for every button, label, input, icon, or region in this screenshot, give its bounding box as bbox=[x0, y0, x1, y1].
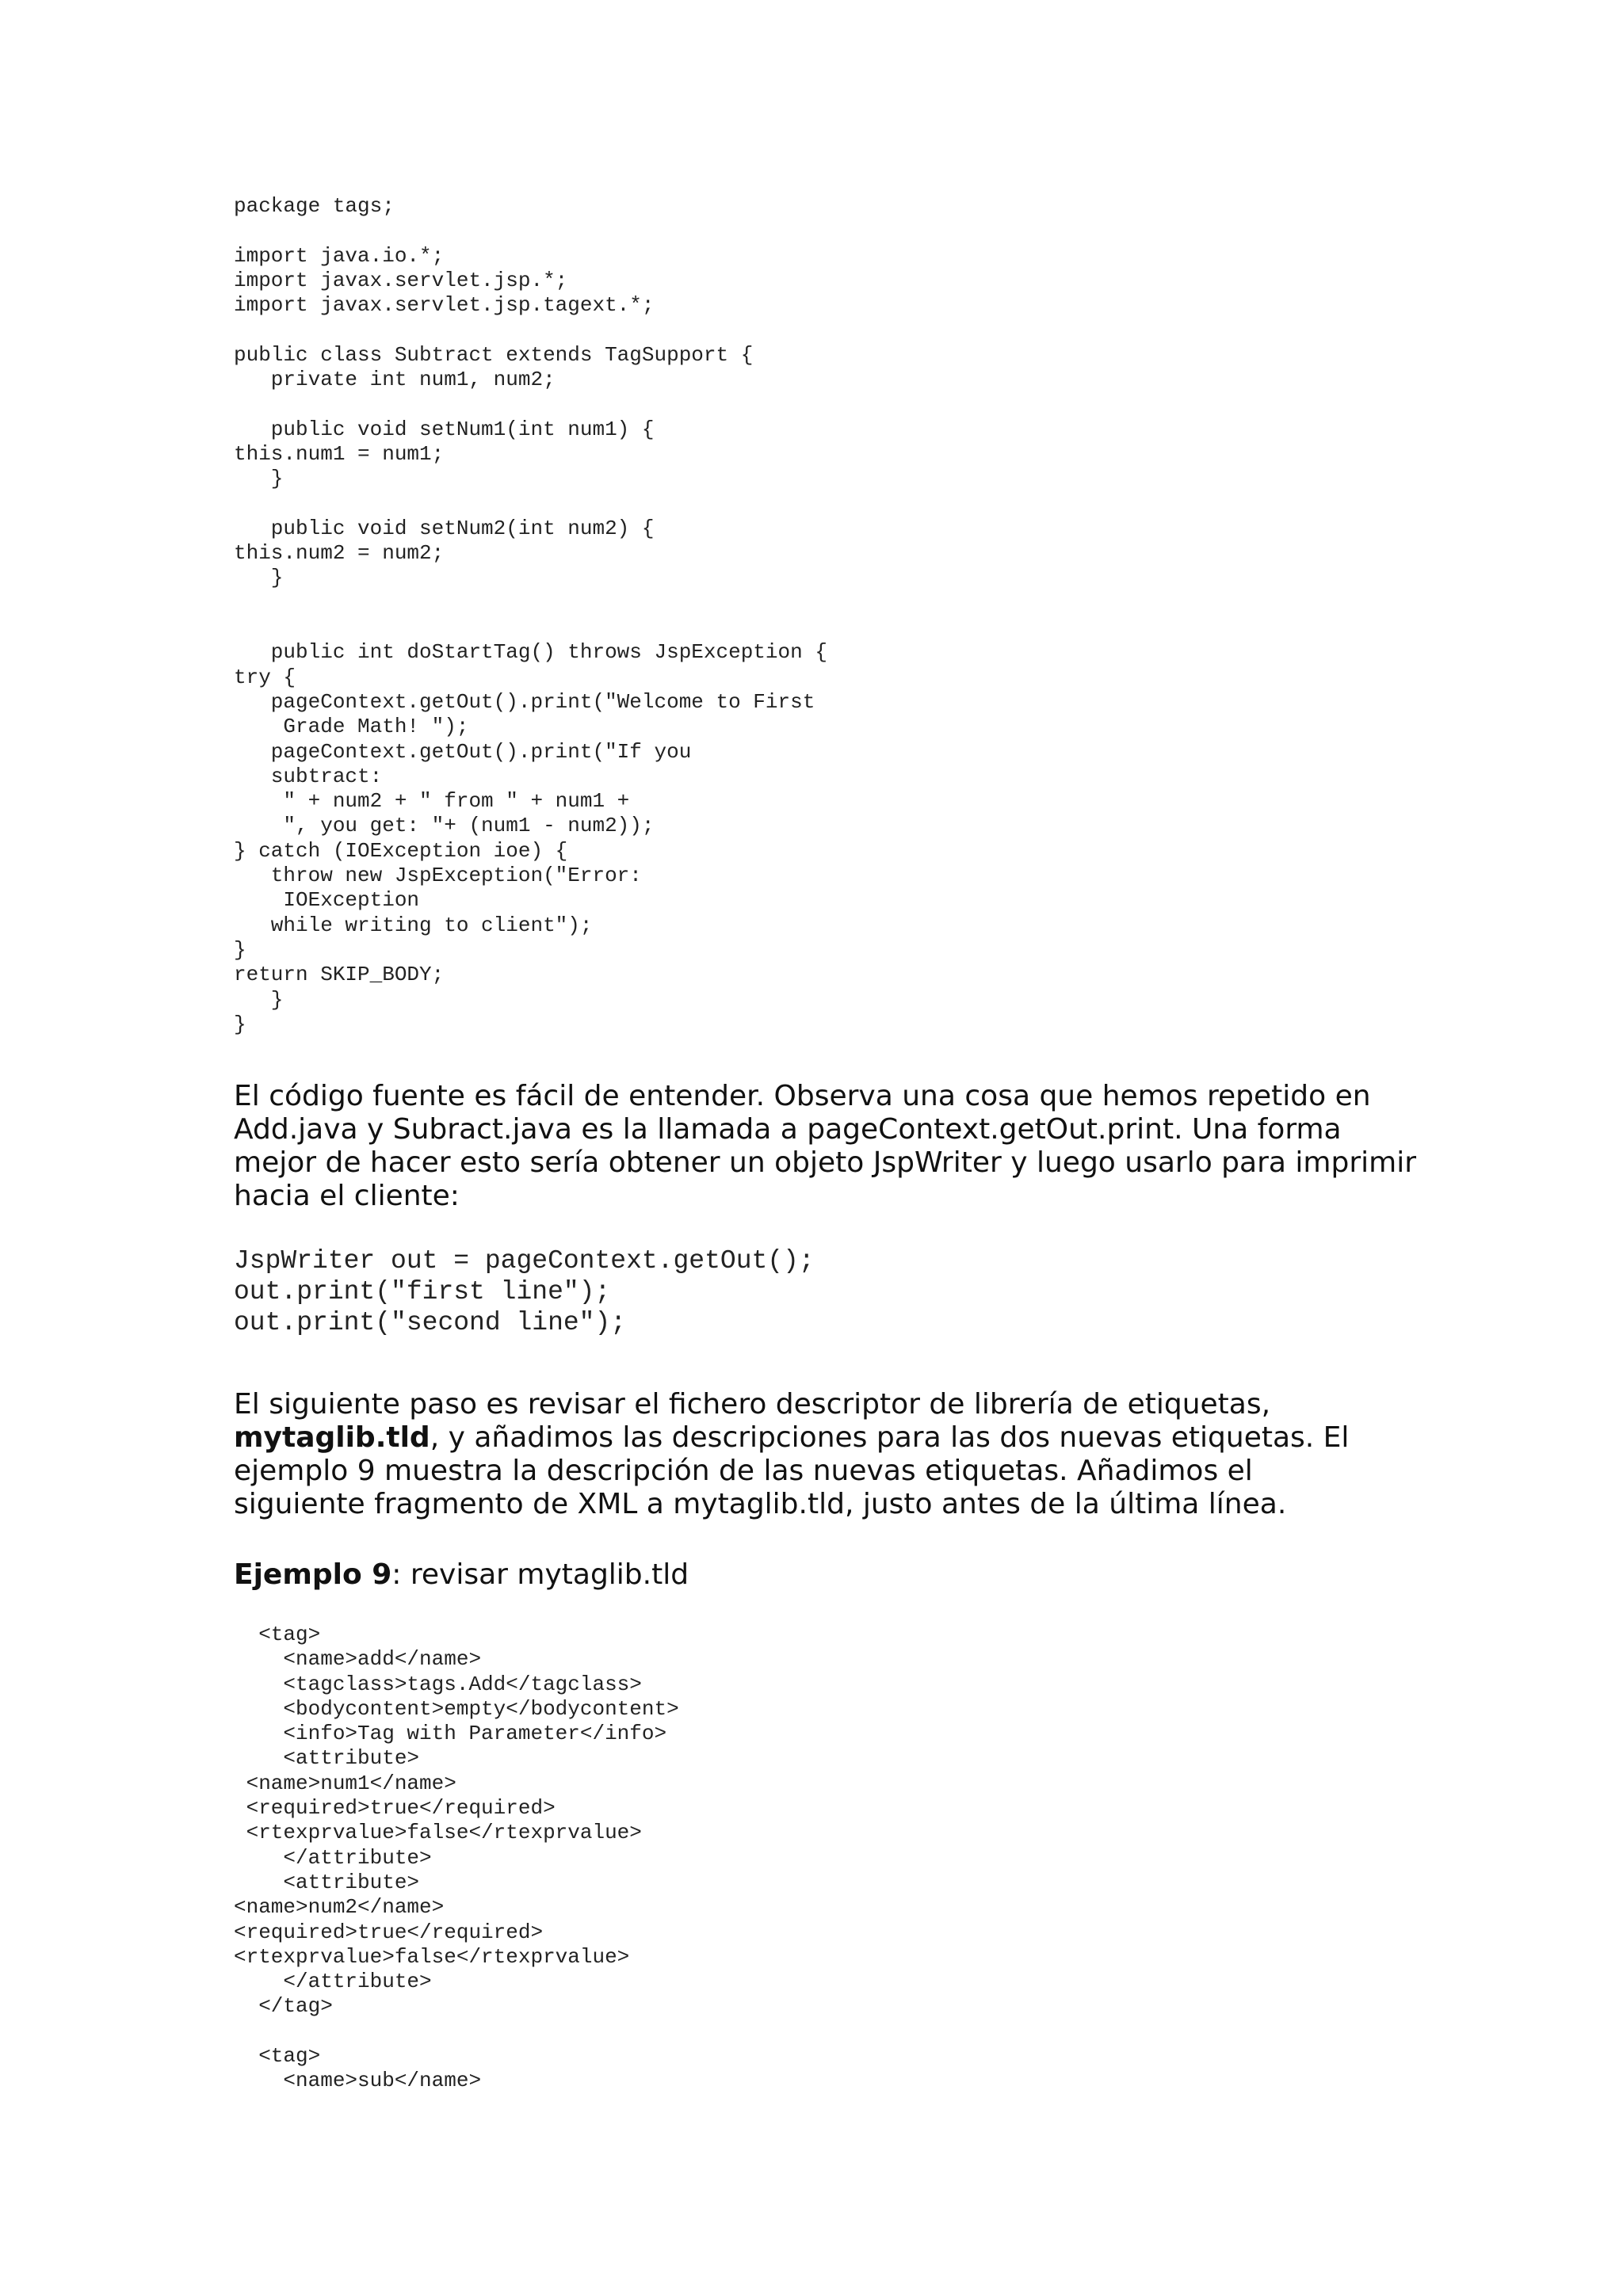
tld-revision-paragraph bbox=[234, 1388, 1391, 1521]
paragraph-text-before: El siguiente paso es revisar el fichero descriptor de librería de etiquetas, bbox=[234, 1388, 1271, 1421]
example-label: Ejemplo 9 bbox=[234, 1558, 392, 1591]
example-caption: : revisar mytaglib.tld bbox=[391, 1558, 689, 1591]
xml-tld-listing: <tag> <name>add</name> <tagclass>tags.Add</tagclass> <bodycontent>empty</bodycontent> <info>Tag with Parameter</info> <attribute> <name>num1</name> <required>true</required> <rtexprvalue>false</rtexprvalue> </attribute> <attribute> <name>num2</name> <required>true</required> <rtexprvalue>false</rtexprvalue> </attribute> </tag> <tag> <name>sub</name> bbox=[234, 1623, 679, 2093]
jspwriter-code-snippet: JspWriter out = pageContext.getOut(); out.print("first line"); out.print("second line"); bbox=[234, 1246, 815, 1337]
explanation-paragraph: El código fuente es fácil de entender. Observa una cosa que hemos repetido en Add.java y Subract.java es la llamada a pageContext.getOut.print. Una forma mejor de hacer esto sería obtener un objeto JspWriter y luego usarlo para imprimir hacia el cliente: bbox=[234, 1080, 1416, 1212]
filename-bold: mytaglib.tld bbox=[234, 1421, 430, 1454]
paragraph-text-after: , y añadimos las descripciones para las dos nuevas etiquetas. El ejemplo 9 muestra la descripción de las nuevas etiquetas. Añadimos el siguiente fragmento de XML a mytaglib.tld, justo antes de la última línea. bbox=[234, 1421, 1350, 1520]
java-code-listing: package tags; import java.io.*; import javax.servlet.jsp.*; import javax.servlet.jsp.tagext.*; public class Subtract extends TagSupport { private int num1, num2; public void setNum1(int num1) { this.num1 = num1; } public void setNum2(int num2) { this.num2 = num2; } public int doStartTag() throws JspException { try { pageContext.getOut().print("Welcome to First Grade Math! "); pageContext.getOut().print("If you subtract: " + num2 + " from " + num1 + ", you get: "+ (num1 - num2)); } catch (IOException ioe) { throw new JspException("Error: IOException while writing to client"); } return SKIP_BODY; } } bbox=[234, 194, 827, 1036]
example-heading bbox=[234, 1558, 689, 1592]
